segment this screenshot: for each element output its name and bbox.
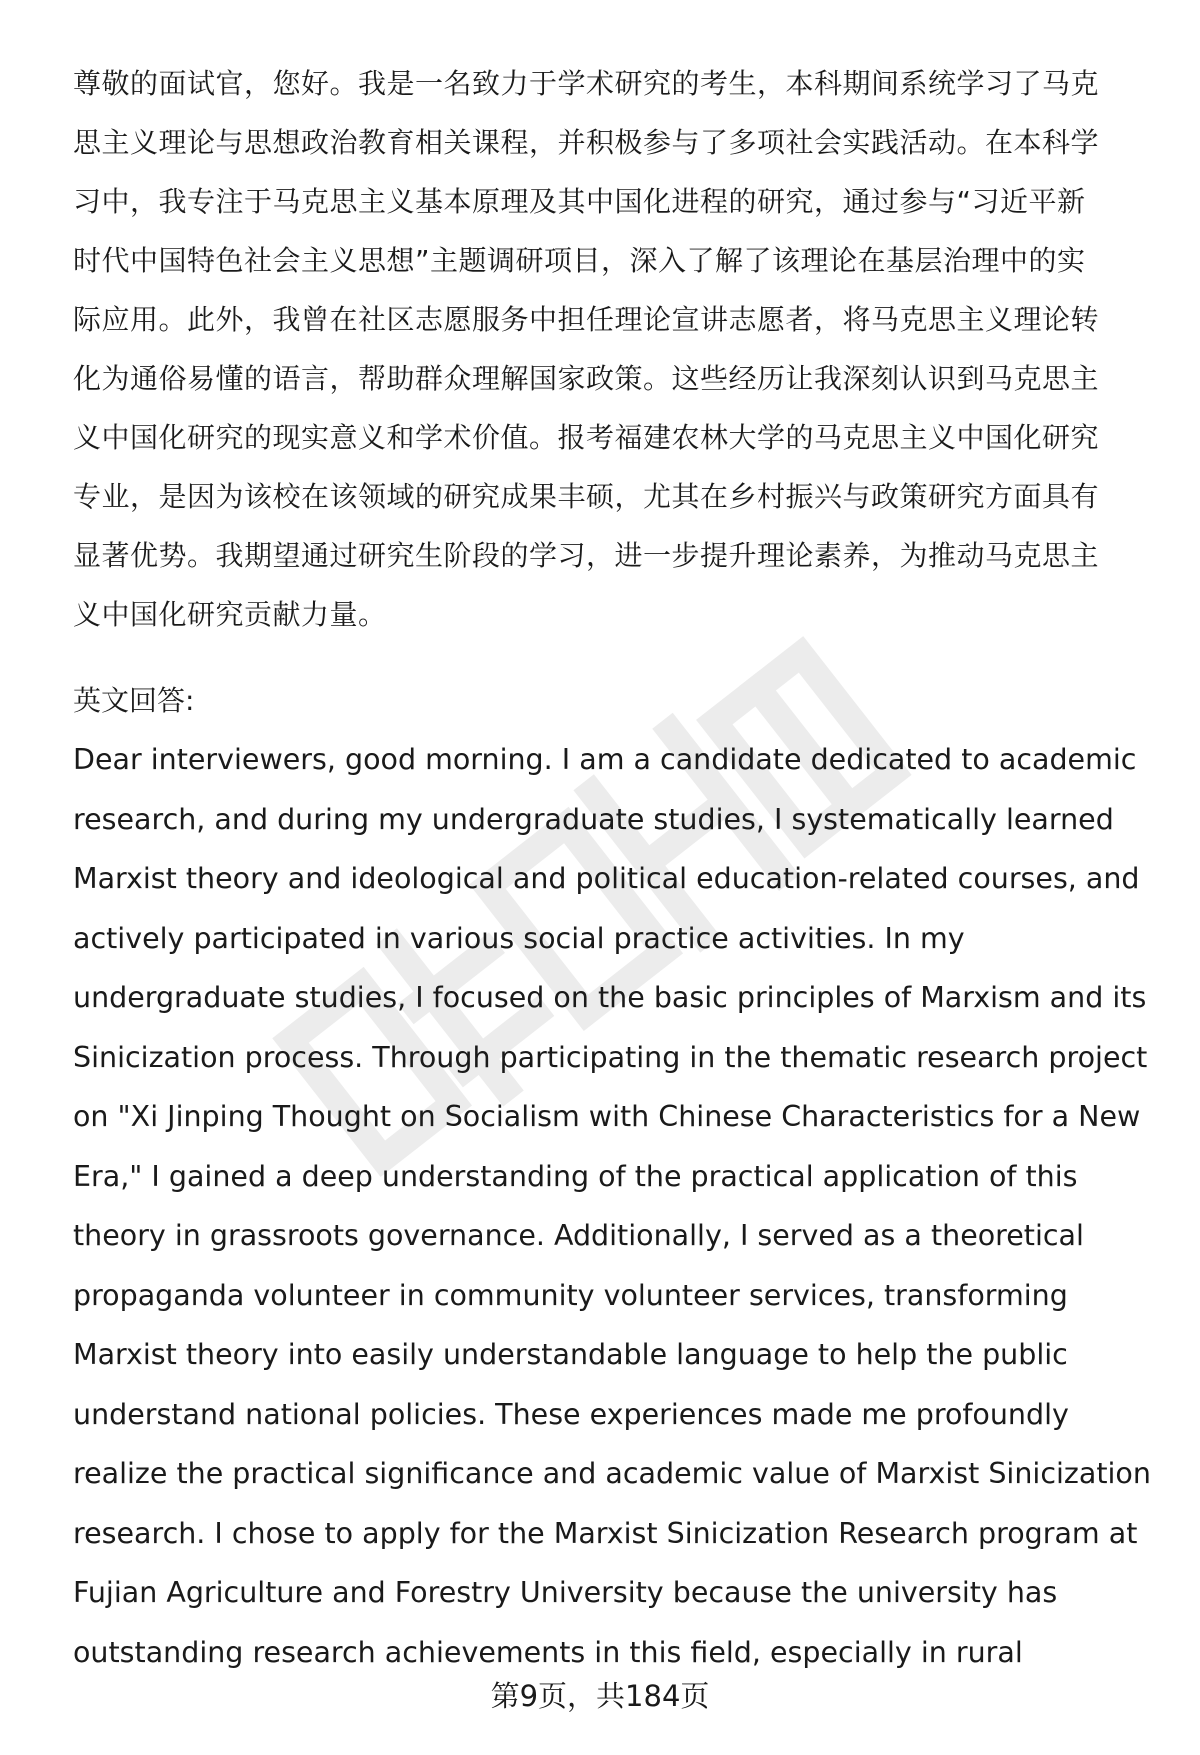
text-line: understand national policies. These experiences made me profoundly xyxy=(73,1397,1069,1431)
text-line: 化为通俗易懂的语言，帮助群众理解国家政策。这些经历让我深刻认识到马克思主 xyxy=(73,362,1100,395)
text-line: undergraduate studies, I focused on the basic principles of Marxism and its xyxy=(73,981,1147,1014)
text-line: 思主义理论与思想政治教育相关课程，并积极参与了多项社会实践活动。在本科学 xyxy=(73,126,1100,159)
text-line: Marxist theory and ideological and political education-related courses, and xyxy=(73,862,1140,895)
text-line: Dear interviewers, good morning. I am a candidate dedicated to academic xyxy=(73,743,1137,776)
text-line: Marxist theory into easily understandable language to help the public xyxy=(73,1338,1068,1371)
page-number: 第9页，共184页 xyxy=(490,1679,710,1713)
text-line: 显著优势。我期望通过研究生阶段的学习，进一步提升理论素养，为推动马克思主 xyxy=(73,539,1100,572)
text-line: 时代中国特色社会主义思想”主题调研项目，深入了解了该理论在基层治理中的实 xyxy=(73,244,1086,277)
text-line: 尊敬的面试官，您好。我是一名致力于学术研究的考生，本科期间系统学习了马克 xyxy=(73,67,1100,100)
document-body xyxy=(73,54,1153,1682)
text-line: on "Xi Jinping Thought on Socialism with Chinese Characteristics for a New xyxy=(73,1100,1141,1133)
text-line: research. I chose to apply for the Marxist Sinicization Research program at xyxy=(73,1516,1138,1550)
text-line: 专业，是因为该校在该领域的研究成果丰硕，尤其在乡村振兴与政策研究方面具有 xyxy=(73,480,1100,513)
chinese-answer xyxy=(73,54,1153,644)
text-line: 义中国化研究的现实意义和学术价值。报考福建农林大学的马克思主义中国化研究 xyxy=(73,421,1100,454)
text-line: 义中国化研究贡献力量。 xyxy=(73,598,387,631)
text-line: 际应用。此外，我曾在社区志愿服务中担任理论宣讲志愿者，将马克思主义理论转 xyxy=(73,303,1100,336)
english-answer-label: 英文回答: xyxy=(73,684,195,717)
text-line: theory in grassroots governance. Additionally, I served as a theoretical xyxy=(73,1219,1084,1252)
text-line: 习中，我专注于马克思主义基本原理及其中国化进程的研究，通过参与“习近平新 xyxy=(73,185,1086,218)
text-line: Era," I gained a deep understanding of the practical application of this xyxy=(73,1159,1078,1193)
text-line: Sinicization process. Through participating in the thematic research project xyxy=(73,1040,1148,1074)
english-answer xyxy=(73,730,1153,1682)
text-line: Fujian Agriculture and Forestry University because the university has xyxy=(73,1576,1058,1609)
text-line: propaganda volunteer in community volunteer services, transforming xyxy=(73,1278,1068,1312)
text-line: realize the practical significance and academic value of Marxist Sinicization xyxy=(73,1457,1151,1490)
text-line: outstanding research achievements in this field, especially in rural xyxy=(73,1635,1023,1669)
text-line: research, and during my undergraduate studies, I systematically learned xyxy=(73,802,1114,836)
text-line: actively participated in various social practice activities. In my xyxy=(73,921,965,955)
